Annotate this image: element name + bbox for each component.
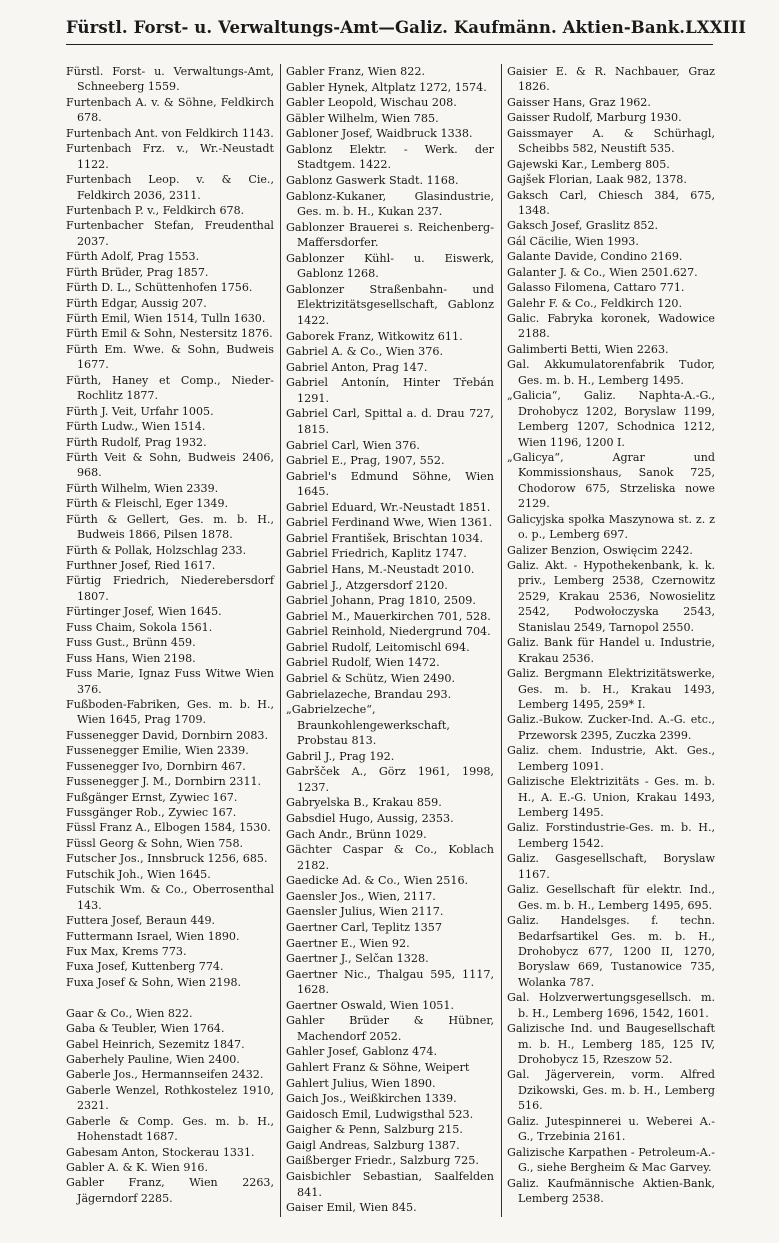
directory-entry: Gabriel Anton, Prag 147. — [286, 360, 428, 374]
directory-entry: Fussenegger Emilie, Wien 2339. — [66, 744, 249, 758]
directory-entry: Fürth Emil & Sohn, Nestersitz 1876. — [66, 327, 273, 341]
column-1 — [66, 64, 274, 1217]
directory-entry: Fussenegger Ivo, Dornbirn 467. — [66, 759, 246, 773]
column-2 — [286, 64, 494, 1217]
directory-entry: Galizische Karpathen - Petroleum-A.-G., siehe Bergheim & Mac Garvey. — [507, 1145, 715, 1175]
directory-entry: Galiz. Akt. - Hypothekenbank, k. k. priv., Lemberg 2538, Czernowitz 2529, Krakau 2536, Nowosielitz 2542, Podwołoczyska 2543, Stanislau 2549, Tarnopol 2550. — [507, 559, 715, 634]
directory-entry: Gaich Jos., Weißkirchen 1339. — [286, 1092, 457, 1106]
directory-entry: Fürth J. Veit, Urfahr 1005. — [66, 404, 214, 418]
directory-entry: Gaksch Carl, Chiesch 384, 675, 1348. — [507, 188, 715, 217]
directory-entry: Fuxa Josef, Kuttenberg 774. — [66, 960, 224, 974]
directory-entry: Gabriel Hans, M.-Neustadt 2010. — [286, 563, 475, 576]
directory-entry: Gaberle Jos., Hermannseifen 2432. — [66, 1068, 264, 1082]
directory-entry: Galehr F. & Co., Feldkirch 120. — [507, 296, 683, 310]
directory-entry: Gabriel Reinhold, Niedergrund 704. — [286, 625, 491, 639]
directory-entry: Gabriel E., Prag, 1907, 552. — [286, 454, 445, 468]
directory-entry: Gabler Franz, Wien 822. — [286, 65, 426, 78]
page-header — [66, 18, 747, 45]
directory-entry: Gaedicke Ad. & Co., Wien 2516. — [286, 874, 469, 888]
directory-entry: Galiz. Gesellschaft für elektr. Ind., Ges. m. b. H., Lemberg 1495, 695. — [507, 883, 715, 912]
directory-entry: Galante Davide, Condino 2169. — [507, 250, 683, 264]
directory-entry: Füssl Franz A., Elbogen 1584, 1530. — [66, 821, 271, 835]
directory-entry: Füssl Georg & Sohn, Wien 758. — [66, 836, 244, 850]
directory-entry: Galimberti Betti, Wien 2263. — [507, 342, 669, 356]
directory-entry: Fürth Adolf, Prag 1553. — [66, 250, 200, 264]
directory-entry: Galanter J. & Co., Wien 2501.627. — [507, 265, 698, 279]
directory-entry: Gaertner Nic., Thalgau 595, 1117, 1628. — [286, 967, 494, 997]
directory-entry: Galasso Filomena, Cattaro 771. — [507, 281, 685, 295]
directory-entry: Gaba & Teubler, Wien 1764. — [66, 1022, 225, 1036]
directory-entry: Gal. Akkumulatorenfabrik Tudor, Ges. m. b. H., Lemberg 1495. — [507, 358, 715, 387]
directory-entry: Fuss Gust., Brünn 459. — [66, 636, 196, 650]
directory-entry: Fürtig Friedrich, Niederebersdorf 1807. — [66, 574, 274, 603]
directory-entry: Fürth Brüder, Prag 1857. — [66, 265, 209, 279]
directory-entry: Gal. Jägerverein, vorm. Alfred Dzikowski, Ges. m. b. H., Lemberg 516. — [507, 1068, 715, 1113]
directory-entry: Fürtinger Josef, Wien 1645. — [66, 605, 222, 619]
directory-entry: Gächter Caspar & Co., Koblach 2182. — [286, 843, 494, 872]
directory-entry: Gaisbichler Sebastian, Saalfelden 841. — [286, 1169, 494, 1199]
directory-entry: Fürth Ludw., Wien 1514. — [66, 420, 206, 434]
directory-entry: Gaertner E., Wien 92. — [286, 936, 410, 950]
directory-entry: Fürth Em. Wwe. & Sohn, Budweis 1677. — [66, 342, 274, 372]
directory-entry: Galizer Benzion, Oswięcim 2242. — [507, 543, 693, 557]
directory-entry: Fürstl. Forst- u. Verwaltungs-Amt, Schneeberg 1559. — [66, 65, 274, 94]
directory-entry: Fuxa Josef & Sohn, Wien 2198. — [66, 975, 242, 989]
directory-entry: Fürth Edgar, Aussig 207. — [66, 296, 207, 310]
directory-entry: Gabsdiel Hugo, Aussig, 2353. — [286, 812, 454, 825]
directory-entry: Gablonz-Kukaner, Glasindustrie, Ges. m. b. H., Kukan 237. — [286, 189, 494, 219]
directory-entry: Fußgänger Ernst, Zywiec 167. — [66, 790, 238, 804]
running-title: Fürstl. Forst- u. Verwaltungs-Amt—Galiz. Kaufmänn. Aktien-Bank. — [66, 18, 686, 37]
directory-entry: Gabriel Ferdinand Wwe, Wien 1361. — [286, 516, 493, 530]
directory-entry: Fürth Emil, Wien 1514, Tulln 1630. — [66, 312, 266, 325]
directory-entry: Gahler Josef, Gablonz 474. — [286, 1045, 437, 1059]
directory-entry: Gablonzer Kühl- u. Eiswerk, Gablonz 1268. — [286, 251, 494, 281]
directory-entry: Fussenegger J. M., Dornbirn 2311. — [66, 775, 262, 789]
directory-entry: Fürth & Fleischl, Eger 1349. — [66, 497, 229, 511]
directory-entry: Gaisser Hans, Graz 1962. — [507, 95, 651, 109]
directory-entry: Fuss Hans, Wien 2198. — [66, 651, 196, 665]
directory-entry: Gaertner Carl, Teplitz 1357 — [286, 920, 443, 934]
directory-entry: Gabriel's Edmund Söhne, Wien 1645. — [286, 469, 494, 499]
directory-entry: Fussgänger Rob., Zywiec 167. — [66, 806, 237, 819]
directory-entry: Gabloner Josef, Waidbruck 1338. — [286, 127, 473, 141]
directory-entry: Galiz.-Bukow. Zucker-Ind. A.-G. etc., Przeworsk 2395, Zuczka 2399. — [507, 713, 715, 742]
directory-entry: Gabryelska B., Krakau 859. — [286, 796, 442, 810]
directory-entry: Futtera Josef, Beraun 449. — [66, 914, 216, 928]
directory-entry: Galiz. Forstindustrie-Ges. m. b. H., Lemberg 1542. — [507, 821, 715, 850]
directory-entry: Gaidosch Emil, Ludwigsthal 523. — [286, 1107, 474, 1121]
directory-entry: Gach Andr., Brünn 1029. — [286, 827, 427, 841]
directory-entry: Futschik Wm. & Co., Oberrosenthal 143. — [66, 883, 274, 912]
directory-entry: Gabrielazeche, Brandau 293. — [286, 687, 452, 701]
directory-entry: Gaensler Julius, Wien 2117. — [286, 905, 444, 919]
directory-entry: Gabriel František, Brischtan 1034. — [286, 531, 484, 545]
directory-entry: Gaissmayer A. & Schürhagl, Scheibbs 582, Neustift 535. — [507, 126, 715, 156]
directory-entry: Fürth Veit & Sohn, Budweis 2406, 968. — [66, 450, 274, 480]
directory-entry: Futscher Jos., Innsbruck 1256, 685. — [66, 852, 268, 866]
directory-entry: Gaborek Franz, Witkowitz 611. — [286, 329, 463, 343]
directory-entry: Gaertner J., Selčan 1328. — [286, 952, 429, 966]
directory-entry: Gabriel Rudolf, Leitomischl 694. — [286, 640, 470, 654]
directory-entry: Gabriel & Schütz, Wien 2490. — [286, 671, 456, 685]
directory-entry: Fürth Rudolf, Prag 1932. — [66, 435, 207, 449]
directory-entry: Gablonzer Brauerei s. Reichenberg-Maffersdorfer. — [286, 220, 494, 250]
directory-entry: Galiz. Jutespinnerei u. Weberei A.-G., Trzebinia 2161. — [507, 1114, 715, 1144]
directory-entry: Gablonzer Straßenbahn- und Elektrizitätsgesellschaft, Gablonz 1422. — [286, 282, 494, 327]
directory-entry: Gabršček A., Görz 1961, 1998, 1237. — [286, 765, 494, 794]
directory-entry: Furtenbach Ant. von Feldkirch 1143. — [66, 126, 274, 140]
page-number: LXXIII — [685, 18, 747, 37]
directory-entry: Fürth D. L., Schüttenhofen 1756. — [66, 281, 253, 295]
directory-entry: Gäbler Wilhelm, Wien 785. — [286, 111, 439, 125]
directory-entry: Furtenbach Leop. v. & Cie., Feldkirch 2036, 2311. — [66, 173, 274, 202]
directory-entry: Gablonz Elektr. - Werk. der Stadtgem. 1422. — [286, 142, 494, 172]
directory-entry: Gabriel J., Atzgersdorf 2120. — [286, 578, 448, 592]
directory-entry: Galiz. Bank für Handel u. Industrie, Krakau 2536. — [507, 636, 715, 665]
directory-entry: Gablonz Gaswerk Stadt. 1168. — [286, 173, 459, 187]
directory-entry: Gahler Brüder & Hübner, Machendorf 2052. — [286, 1014, 494, 1043]
directory-entry: Galiz. Bergmann Elektrizitätswerke, Ges. m. b. H., Krakau 1493, Lemberg 1495, 259* I. — [507, 667, 715, 711]
directory-entry: Gabriel A. & Co., Wien 376. — [286, 345, 444, 359]
directory-entry: Gabriel Johann, Prag 1810, 2509. — [286, 594, 476, 608]
directory-entry: Gaksch Josef, Graslitz 852. — [507, 219, 659, 233]
directory-entry: Fuss Marie, Ignaz Fuss Witwe Wien 376. — [66, 667, 274, 696]
directory-entry: Gajšek Florian, Laak 982, 1378. — [507, 173, 687, 187]
directory-entry: Gaiser Emil, Wien 845. — [286, 1201, 417, 1215]
directory-entry: Fuss Chaim, Sokola 1561. — [66, 620, 213, 634]
directory-entry: Gaensler Jos., Wien, 2117. — [286, 889, 436, 903]
directory-entry: Gahlert Franz & Söhne, Weipert — [286, 1061, 470, 1074]
directory-entry: Gaisier E. & R. Nachbauer, Graz 1826. — [507, 65, 715, 94]
directory-entry: Gabriel M., Mauerkirchen 701, 528. — [286, 609, 491, 623]
directory-entry: Gabler A. & K. Wien 916. — [66, 1161, 209, 1175]
directory-entry: Fürth & Gellert, Ges. m. b. H., Budweis 1866, Pilsen 1878. — [66, 512, 274, 542]
directory-entry: Gajewski Kar., Lemberg 805. — [507, 157, 670, 171]
directory-entry: Gabler Franz, Wien 2263, Jägerndorf 2285. — [66, 1176, 274, 1205]
directory-entry: Furtenbach Frz. v., Wr.-Neustadt 1122. — [66, 142, 274, 171]
directory-entry: Gabriel Antonín, Hinter Třebán 1291. — [286, 376, 494, 405]
directory-entry: Gabriel Carl, Wien 376. — [286, 438, 420, 452]
directory-entry: Gabriel Eduard, Wr.-Neustadt 1851. — [286, 500, 491, 514]
directory-entry: „Galicia“, Galiz. Naphta-A.-G., Drohobycz 1202, Boryslaw 1199, Lemberg 1207, Schodnica 1212, Wien 1196, 1200 I. — [507, 389, 715, 449]
directory-entry: Gaigl Andreas, Salzburg 1387. — [286, 1138, 460, 1152]
directory-entry: Gaertner Oswald, Wien 1051. — [286, 998, 455, 1012]
directory-entry: Gabril J., Prag 192. — [286, 749, 395, 763]
directory-entry: Gaberle Wenzel, Rothkostelez 1910, 2321. — [66, 1083, 274, 1113]
directory-entry: Gabesam Anton, Stockerau 1331. — [66, 1145, 255, 1159]
directory-entry: Galiz. Kaufmännische Aktien-Bank, Lemberg 2538. — [507, 1176, 715, 1205]
directory-entry: Gabel Heinrich, Sezemitz 1847. — [66, 1037, 245, 1051]
section-gap — [66, 990, 274, 1005]
directory-entry: Gaigher & Penn, Salzburg 215. — [286, 1123, 463, 1137]
directory-entry: Gál Cäcilie, Wien 1993. — [507, 234, 639, 248]
directory-entry: Gabler Hynek, Altplatz 1272, 1574. — [286, 80, 487, 94]
directory-entry: Gaisser Rudolf, Marburg 1930. — [507, 111, 682, 125]
directory-entry: Gahlert Julius, Wien 1890. — [286, 1076, 436, 1090]
directory-entry: Futschik Joh., Wien 1645. — [66, 867, 211, 881]
directory-entry: Gaißberger Friedr., Salzburg 725. — [286, 1154, 479, 1168]
column-3 — [507, 64, 715, 1217]
directory-entry: Furtenbach P. v., Feldkirch 678. — [66, 203, 245, 217]
column-rule — [280, 64, 281, 1217]
directory-entry: Futtermann Israel, Wien 1890. — [66, 929, 240, 943]
directory-entry: Gabriel Rudolf, Wien 1472. — [286, 656, 440, 670]
directory-entry: Galiz. chem. Industrie, Akt. Ges., Lemberg 1091. — [507, 744, 715, 773]
directory-entry: „Gabrielzeche“, Braunkohlengewerkschaft, Probstau 813. — [286, 703, 450, 748]
directory-entry: Fußboden-Fabriken, Ges. m. b. H., Wien 1645, Prag 1709. — [66, 697, 274, 727]
directory-entry: Galiz. Gasgesellschaft, Boryslaw 1167. — [507, 852, 715, 881]
directory-entry: Galicyjska społka Maszynowa st. z. z o. p., Lemberg 697. — [507, 512, 715, 542]
directory-entry: Gal. Holzverwertungsgesellsch. m. b. H., Lemberg 1696, 1542, 1601. — [507, 991, 715, 1020]
directory-entry: Furthner Josef, Ried 1617. — [66, 559, 216, 572]
directory-entry: Furtenbach A. v. & Söhne, Feldkirch 678. — [66, 95, 274, 125]
directory-entry: Fussenegger David, Dornbirn 2083. — [66, 728, 268, 742]
directory-entry: Fürth, Haney et Comp., Nieder-Rochlitz 1877. — [66, 373, 274, 403]
directory-entry: Galizische Elektrizitäts - Ges. m. b. H., A. E.-G. Union, Krakau 1493, Lemberg 1495. — [507, 775, 715, 819]
directory-entry: Fürth & Pollak, Holzschlag 233. — [66, 543, 247, 557]
directory-entry: Gabriel Carl, Spittal a. d. Drau 727, 1815. — [286, 407, 494, 436]
column-rule — [501, 64, 502, 1217]
directory-entry: Gaberle & Comp. Ges. m. b. H., Hohenstadt 1687. — [66, 1114, 274, 1144]
directory-entry: Fux Max, Krems 773. — [66, 944, 187, 958]
directory-entry: Gaberhely Pauline, Wien 2400. — [66, 1052, 240, 1066]
directory-entry: Gaar & Co., Wien 822. — [66, 1006, 193, 1020]
directory-entry: Galizische Ind. und Baugesellschaft m. b. H., Lemberg 185, 125 IV, Drohobycz 15, Rzeszow 52. — [507, 1022, 715, 1066]
directory-entry: Galic. Fabryka koronek, Wadowice 2188. — [507, 312, 715, 341]
directory-entry: Galiz. Handelsges. f. techn. Bedarfsartikel Ges. m. b. H., Drohobycz 677, 1200 II, 1270, Boryslaw 669, Tustanowice 735, Wolanka 787. — [507, 914, 715, 989]
directory-entry: Gabriel Friedrich, Kaplitz 1747. — [286, 547, 467, 561]
directory-entry: Gabler Leopold, Wischau 208. — [286, 96, 457, 110]
directory-entry: „Galicya“, Agrar und Kommissionshaus, Sanok 725, Chodorow 675, Strzeliska nowe 2129. — [507, 450, 715, 511]
directory-entry: Furtenbacher Stefan, Freudenthal 2037. — [66, 219, 274, 248]
directory-entry: Fürth Wilhelm, Wien 2339. — [66, 481, 219, 495]
